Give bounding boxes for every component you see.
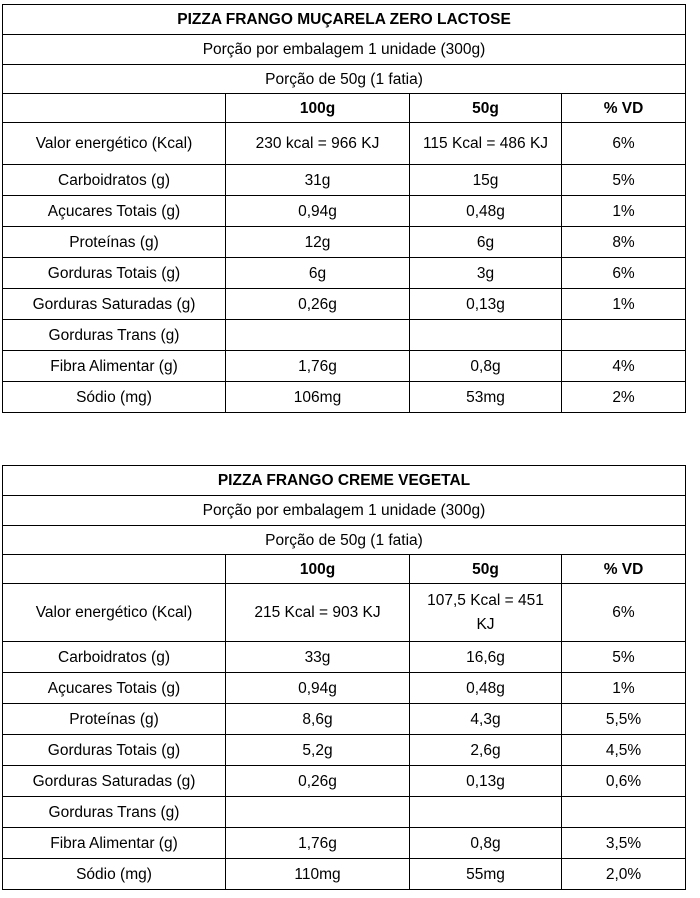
value-100g: 6g [226, 258, 410, 289]
nutrient-label: Sódio (mg) [3, 382, 226, 413]
value-vd: 1% [562, 673, 686, 704]
value-50g: 107,5 Kcal = 451 KJ [410, 584, 562, 642]
value-vd: 6% [562, 584, 686, 642]
table-row [3, 584, 686, 642]
value-vd: 8% [562, 227, 686, 258]
table-row [3, 704, 686, 735]
nutrient-label: Gorduras Totais (g) [3, 258, 226, 289]
value-vd: 5% [562, 642, 686, 673]
value-50g: 53mg [410, 382, 562, 413]
value-vd: 2,0% [562, 859, 686, 890]
value-50g: 0,8g [410, 828, 562, 859]
value-vd: 3,5% [562, 828, 686, 859]
nutrient-label: Fibra Alimentar (g) [3, 351, 226, 382]
table-title: PIZZA FRANGO MUÇARELA ZERO LACTOSE [3, 5, 686, 35]
table-row [3, 196, 686, 227]
nutrient-label: Gorduras Saturadas (g) [3, 766, 226, 797]
value-100g: 110mg [226, 859, 410, 890]
table-row [3, 828, 686, 859]
value-50g [410, 797, 562, 828]
value-50g: 16,6g [410, 642, 562, 673]
column-header-100g: 100g [226, 555, 410, 584]
table-row [3, 859, 686, 890]
value-100g: 0,94g [226, 673, 410, 704]
nutrient-label: Sódio (mg) [3, 859, 226, 890]
serving-size: Porção por embalagem 1 unidade (300g) [3, 496, 686, 526]
portion-size: Porção de 50g (1 fatia) [3, 65, 686, 94]
value-vd: 4,5% [562, 735, 686, 766]
value-vd [562, 797, 686, 828]
value-50g [410, 320, 562, 351]
value-50g: 15g [410, 165, 562, 196]
value-vd: 5% [562, 165, 686, 196]
table-row [3, 258, 686, 289]
value-100g: 106mg [226, 382, 410, 413]
portion-size: Porção de 50g (1 fatia) [3, 526, 686, 555]
value-vd: 5,5% [562, 704, 686, 735]
column-header-100g: 100g [226, 94, 410, 123]
value-100g: 215 Kcal = 903 KJ [226, 584, 410, 642]
nutrition-table-creme-vegetal [2, 465, 686, 890]
value-vd [562, 320, 686, 351]
value-vd: 6% [562, 123, 686, 165]
nutrient-label: Gorduras Trans (g) [3, 797, 226, 828]
value-100g: 230 kcal = 966 KJ [226, 123, 410, 165]
column-header-vd: % VD [562, 555, 686, 584]
value-100g: 1,76g [226, 351, 410, 382]
value-50g: 3g [410, 258, 562, 289]
value-50g: 0,48g [410, 196, 562, 227]
table-row [3, 320, 686, 351]
column-header-50g: 50g [410, 555, 562, 584]
nutrition-table-muçarela [2, 4, 686, 413]
table-row [3, 382, 686, 413]
column-header-nutrient [3, 94, 226, 123]
value-100g: 33g [226, 642, 410, 673]
value-100g: 31g [226, 165, 410, 196]
column-header-vd: % VD [562, 94, 686, 123]
nutrient-label: Carboidratos (g) [3, 165, 226, 196]
value-100g: 8,6g [226, 704, 410, 735]
table-row [3, 766, 686, 797]
column-header-50g: 50g [410, 94, 562, 123]
value-vd: 6% [562, 258, 686, 289]
value-50g: 6g [410, 227, 562, 258]
value-100g: 12g [226, 227, 410, 258]
value-50g: 55mg [410, 859, 562, 890]
nutrient-label: Açucares Totais (g) [3, 196, 226, 227]
nutrient-label: Gorduras Saturadas (g) [3, 289, 226, 320]
serving-size: Porção por embalagem 1 unidade (300g) [3, 35, 686, 65]
table-row [3, 289, 686, 320]
nutrient-label: Gorduras Trans (g) [3, 320, 226, 351]
table-title: PIZZA FRANGO CREME VEGETAL [3, 466, 686, 496]
table-row [3, 642, 686, 673]
value-50g: 2,6g [410, 735, 562, 766]
value-vd: 2% [562, 382, 686, 413]
value-50g: 115 Kcal = 486 KJ [410, 123, 562, 165]
value-vd: 4% [562, 351, 686, 382]
table-row [3, 227, 686, 258]
value-100g: 0,26g [226, 289, 410, 320]
nutrient-label: Valor energético (Kcal) [3, 123, 226, 165]
value-50g: 0,13g [410, 289, 562, 320]
value-100g [226, 320, 410, 351]
nutrient-label: Gorduras Totais (g) [3, 735, 226, 766]
nutrient-label: Proteínas (g) [3, 704, 226, 735]
table-row [3, 673, 686, 704]
value-vd: 1% [562, 289, 686, 320]
value-100g: 5,2g [226, 735, 410, 766]
table-row [3, 123, 686, 165]
table-row [3, 735, 686, 766]
value-50g: 0,13g [410, 766, 562, 797]
value-100g: 1,76g [226, 828, 410, 859]
value-100g: 0,94g [226, 196, 410, 227]
nutrient-label: Proteínas (g) [3, 227, 226, 258]
nutrient-label: Valor energético (Kcal) [3, 584, 226, 642]
nutrient-label: Açucares Totais (g) [3, 673, 226, 704]
value-vd: 1% [562, 196, 686, 227]
table-row [3, 797, 686, 828]
table-row [3, 165, 686, 196]
value-100g [226, 797, 410, 828]
column-header-nutrient [3, 555, 226, 584]
value-vd: 0,6% [562, 766, 686, 797]
nutrient-label: Carboidratos (g) [3, 642, 226, 673]
value-100g: 0,26g [226, 766, 410, 797]
value-50g: 0,8g [410, 351, 562, 382]
nutrient-label: Fibra Alimentar (g) [3, 828, 226, 859]
value-50g: 4,3g [410, 704, 562, 735]
table-row [3, 351, 686, 382]
value-50g: 0,48g [410, 673, 562, 704]
